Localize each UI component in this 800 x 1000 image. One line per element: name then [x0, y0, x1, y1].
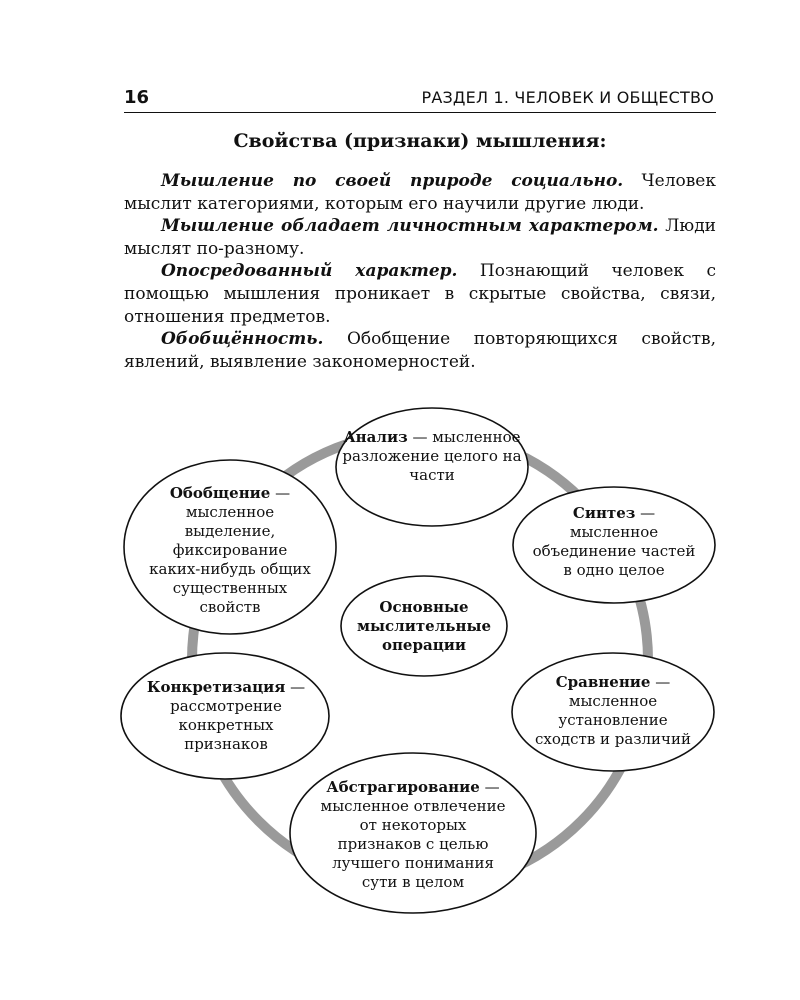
diagram-center-label: Основные мыслительные операции: [356, 598, 492, 654]
paragraph-term: Опосредованный характер.: [161, 261, 458, 282]
operation-term: Анализ: [343, 428, 408, 446]
operation-comparison: [527, 673, 699, 749]
heading: Свойства (признаки) мышления:: [233, 130, 607, 152]
operation-concretization: [144, 678, 308, 754]
operation-term: Конкретизация: [146, 678, 286, 696]
operation-term: Абстрагирование: [326, 778, 480, 796]
page-number: 16: [124, 87, 150, 108]
paragraph-term: Мышление обладает личностным характером.: [161, 216, 659, 237]
paragraph-text: Познающий человек с помощью мышления проникает в скрытые свойства, связи, отношения предметов.: [124, 261, 716, 327]
operation-term: Синтез: [572, 504, 636, 522]
operation-term: Сравнение: [555, 673, 651, 691]
operation-desc: — мысленное выделение, фиксирование каких-нибудь общих существенных свойств: [149, 484, 311, 616]
paragraph-term: Мышление по своей природе социально.: [161, 171, 624, 191]
operation-term: Обобщение: [169, 484, 271, 502]
operation-desc: — мысленное отвлечение от некоторых признаков с целью лучшего понимания сути в целом: [320, 778, 506, 891]
operation-desc: — мысленное разложение целого на части: [342, 428, 522, 484]
operation-desc: — мысленное установление сходств и различий: [535, 673, 691, 748]
operation-synthesis: [530, 504, 698, 580]
operation-analysis: [342, 428, 522, 485]
paragraph-term: Обобщённость.: [161, 329, 324, 350]
operation-desc: — рассмотрение конкретных признаков: [170, 678, 306, 753]
paragraph-text: Обобщение повторяющихся свойств, явлений, выявление закономерностей.: [124, 329, 716, 372]
operation-generalization: [146, 484, 314, 617]
paragraph-text: Человек мыслит категориями, которым его научили другие люди.: [124, 171, 716, 214]
paragraph-text: Люди мыслят по-разному.: [124, 216, 716, 259]
operation-desc: — мысленное объединение частей в одно целое: [532, 504, 696, 579]
section-title: РАЗДЕЛ 1. ЧЕЛОВЕК И ОБЩЕСТВО: [421, 88, 714, 107]
operation-abstraction: [316, 778, 510, 892]
